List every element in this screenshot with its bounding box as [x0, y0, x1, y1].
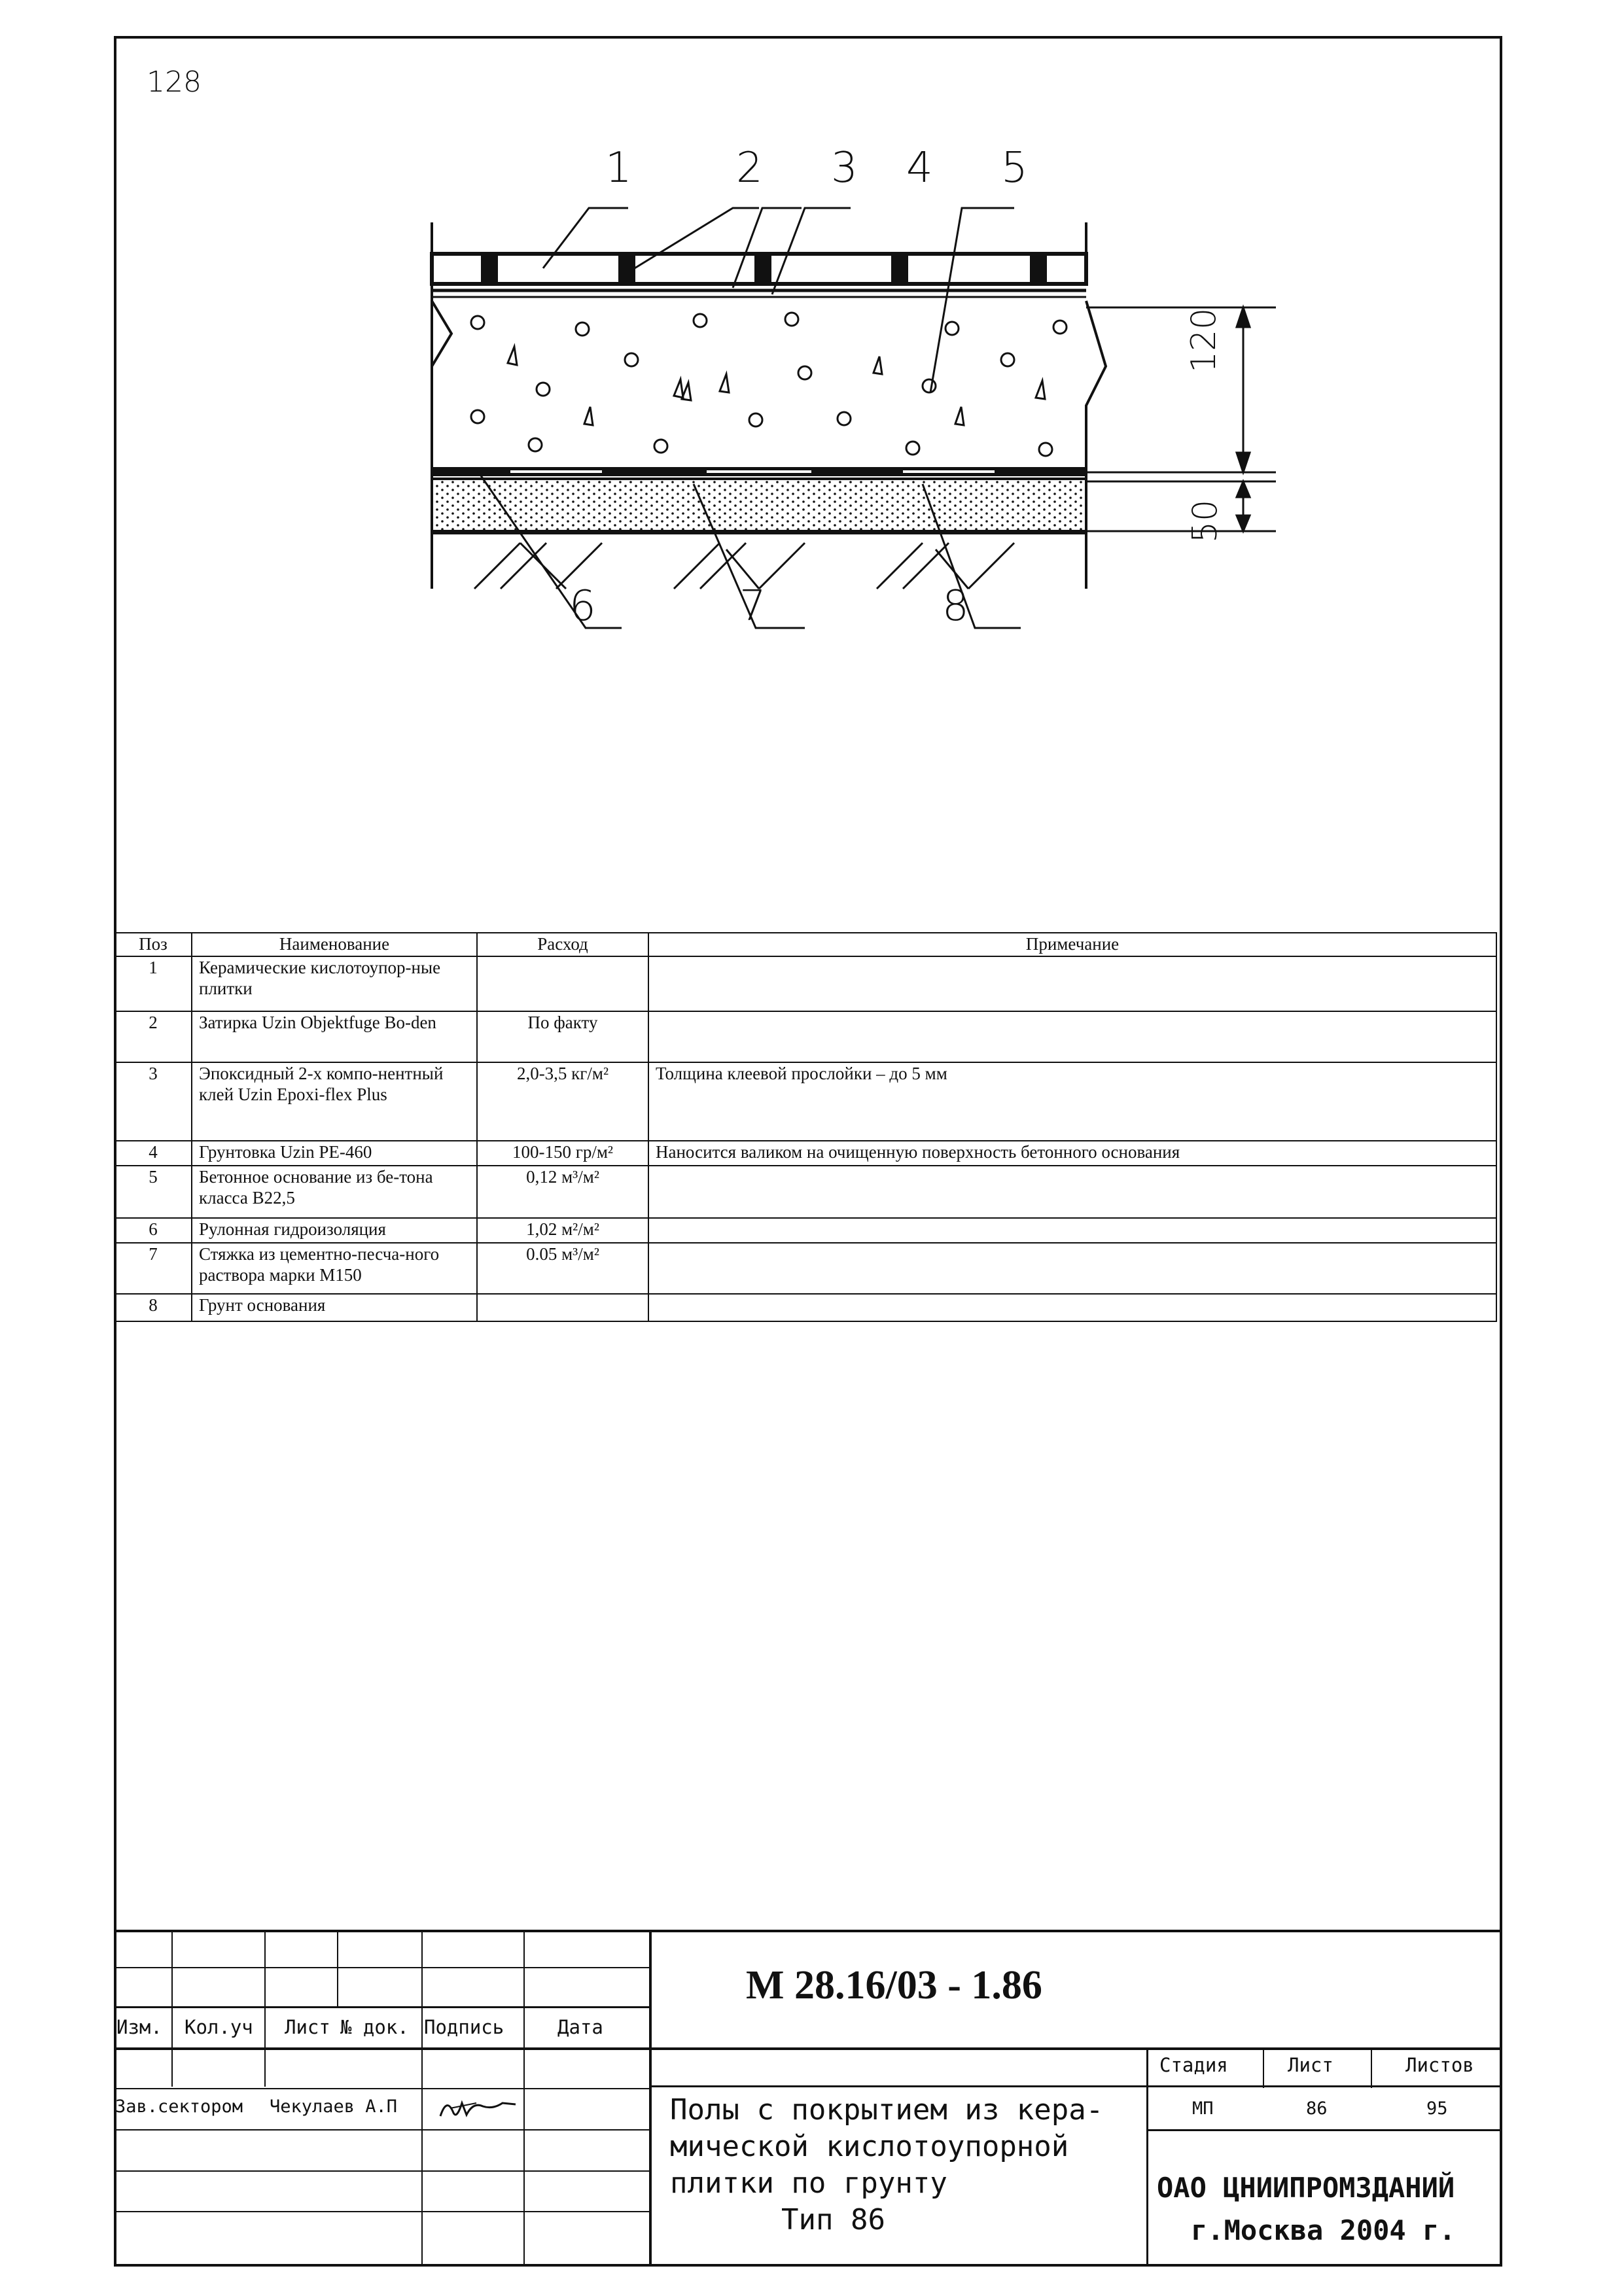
table-row — [115, 1011, 1496, 1062]
cell-note — [648, 1218, 1496, 1243]
title-line: плитки по грунту — [670, 2166, 947, 2200]
stage-label: Стадия — [1159, 2054, 1228, 2076]
sheets-label: Листов — [1405, 2054, 1474, 2076]
title-line: Тип 86 — [781, 2203, 885, 2236]
stage-value: МП — [1192, 2098, 1214, 2119]
table-row — [115, 956, 1496, 1011]
floor-section-drawing — [393, 131, 1309, 654]
cell-pos: 6 — [115, 1218, 192, 1243]
cell-pos: 1 — [115, 956, 192, 1011]
tb-col-doc: № док. — [340, 2016, 409, 2038]
cell-pos: 7 — [115, 1243, 192, 1294]
drawing-title — [670, 2092, 1141, 2238]
tb-col-kol: Кол.уч — [185, 2016, 253, 2038]
cell-rate — [477, 1294, 648, 1321]
organization-city: г.Москва 2004 г. — [1191, 2214, 1456, 2246]
organization-name: ОАО ЦНИИПРОМЗДАНИЙ — [1157, 2172, 1455, 2204]
screed-layer — [432, 479, 1086, 531]
table-row — [115, 1062, 1496, 1141]
table-row — [115, 1243, 1496, 1294]
header-note: Примечание — [648, 933, 1496, 956]
header-name: Наименование — [192, 933, 477, 956]
dimension-120: 120 — [1184, 307, 1224, 373]
cell-rate: 0.05 м³/м² — [477, 1243, 648, 1294]
header-pos: Поз — [115, 933, 192, 956]
cell-rate: 100-150 гр/м² — [477, 1141, 648, 1166]
dimension-50: 50 — [1186, 499, 1225, 543]
position-label-5: 5 — [1001, 144, 1028, 192]
cell-rate: По факту — [477, 1011, 648, 1062]
tb-person: Чекулаев А.П — [270, 2096, 398, 2117]
table-row — [115, 1141, 1496, 1166]
concrete-aggregate — [471, 313, 1067, 456]
cell-name: Бетонное основание из бе-тона класса В22,5 — [192, 1166, 477, 1218]
position-label-6: 6 — [569, 582, 596, 631]
title-line: мической кислотоупорной — [670, 2130, 1069, 2163]
cell-note: Толщина клеевой прослойки – до 5 мм — [648, 1062, 1496, 1141]
cell-pos: 8 — [115, 1294, 192, 1321]
tb-col-sign: Подпись — [424, 2016, 504, 2038]
position-label-3: 3 — [831, 144, 858, 192]
position-label-4: 4 — [906, 144, 933, 192]
cell-pos: 2 — [115, 1011, 192, 1062]
cell-name: Грунт основания — [192, 1294, 477, 1321]
cell-name: Керамические кислотоупор-ные плитки — [192, 956, 477, 1011]
table-row — [115, 1294, 1496, 1321]
cell-rate — [477, 956, 648, 1011]
cell-note — [648, 1011, 1496, 1062]
position-label-8: 8 — [942, 582, 969, 631]
cell-name: Стяжка из цементно-песча-ного раствора марки М150 — [192, 1243, 477, 1294]
tb-role: Зав.сектором — [115, 2096, 243, 2117]
tb-col-date: Дата — [557, 2016, 603, 2038]
sheets-value: 95 — [1426, 2098, 1448, 2119]
cell-name: Грунтовка Uzin PE-460 — [192, 1141, 477, 1166]
cell-note — [648, 956, 1496, 1011]
document-code: М 28.16/03 - 1.86 — [746, 1963, 1042, 2008]
cell-note — [648, 1166, 1496, 1218]
cell-pos: 4 — [115, 1141, 192, 1166]
cell-name: Рулонная гидроизоляция — [192, 1218, 477, 1243]
cell-pos: 3 — [115, 1062, 192, 1141]
tb-col-list: Лист — [285, 2016, 330, 2038]
spec-header-row — [115, 933, 1496, 956]
table-row — [115, 1166, 1496, 1218]
cell-note — [648, 1294, 1496, 1321]
cell-name: Затирка Uzin Objektfuge Bo-den — [192, 1011, 477, 1062]
header-rate: Расход — [477, 933, 648, 956]
table-row — [115, 1218, 1496, 1243]
sheet-value: 86 — [1306, 2098, 1328, 2119]
cell-note — [648, 1243, 1496, 1294]
specification-table — [114, 932, 1497, 1322]
position-label-7: 7 — [739, 582, 766, 631]
title-line: Полы с покрытием из кера- — [670, 2093, 1104, 2127]
sheet-label: Лист — [1288, 2054, 1333, 2076]
position-label-2: 2 — [736, 144, 763, 192]
bottom-line — [114, 2264, 1501, 2267]
signature — [437, 2090, 522, 2123]
tb-col-izm: Изм. — [116, 2016, 162, 2038]
cell-name: Эпоксидный 2-х компо-нентный клей Uzin Epoxi-flex Plus — [192, 1062, 477, 1141]
cell-rate: 2,0-3,5 кг/м² — [477, 1062, 648, 1141]
cell-rate: 1,02 м²/м² — [477, 1218, 648, 1243]
cell-pos: 5 — [115, 1166, 192, 1218]
page-number: 128 — [147, 65, 202, 99]
position-label-1: 1 — [605, 144, 632, 192]
cell-note: Наносится валиком на очищенную поверхность бетонного основания — [648, 1141, 1496, 1166]
cell-rate: 0,12 м³/м² — [477, 1166, 648, 1218]
